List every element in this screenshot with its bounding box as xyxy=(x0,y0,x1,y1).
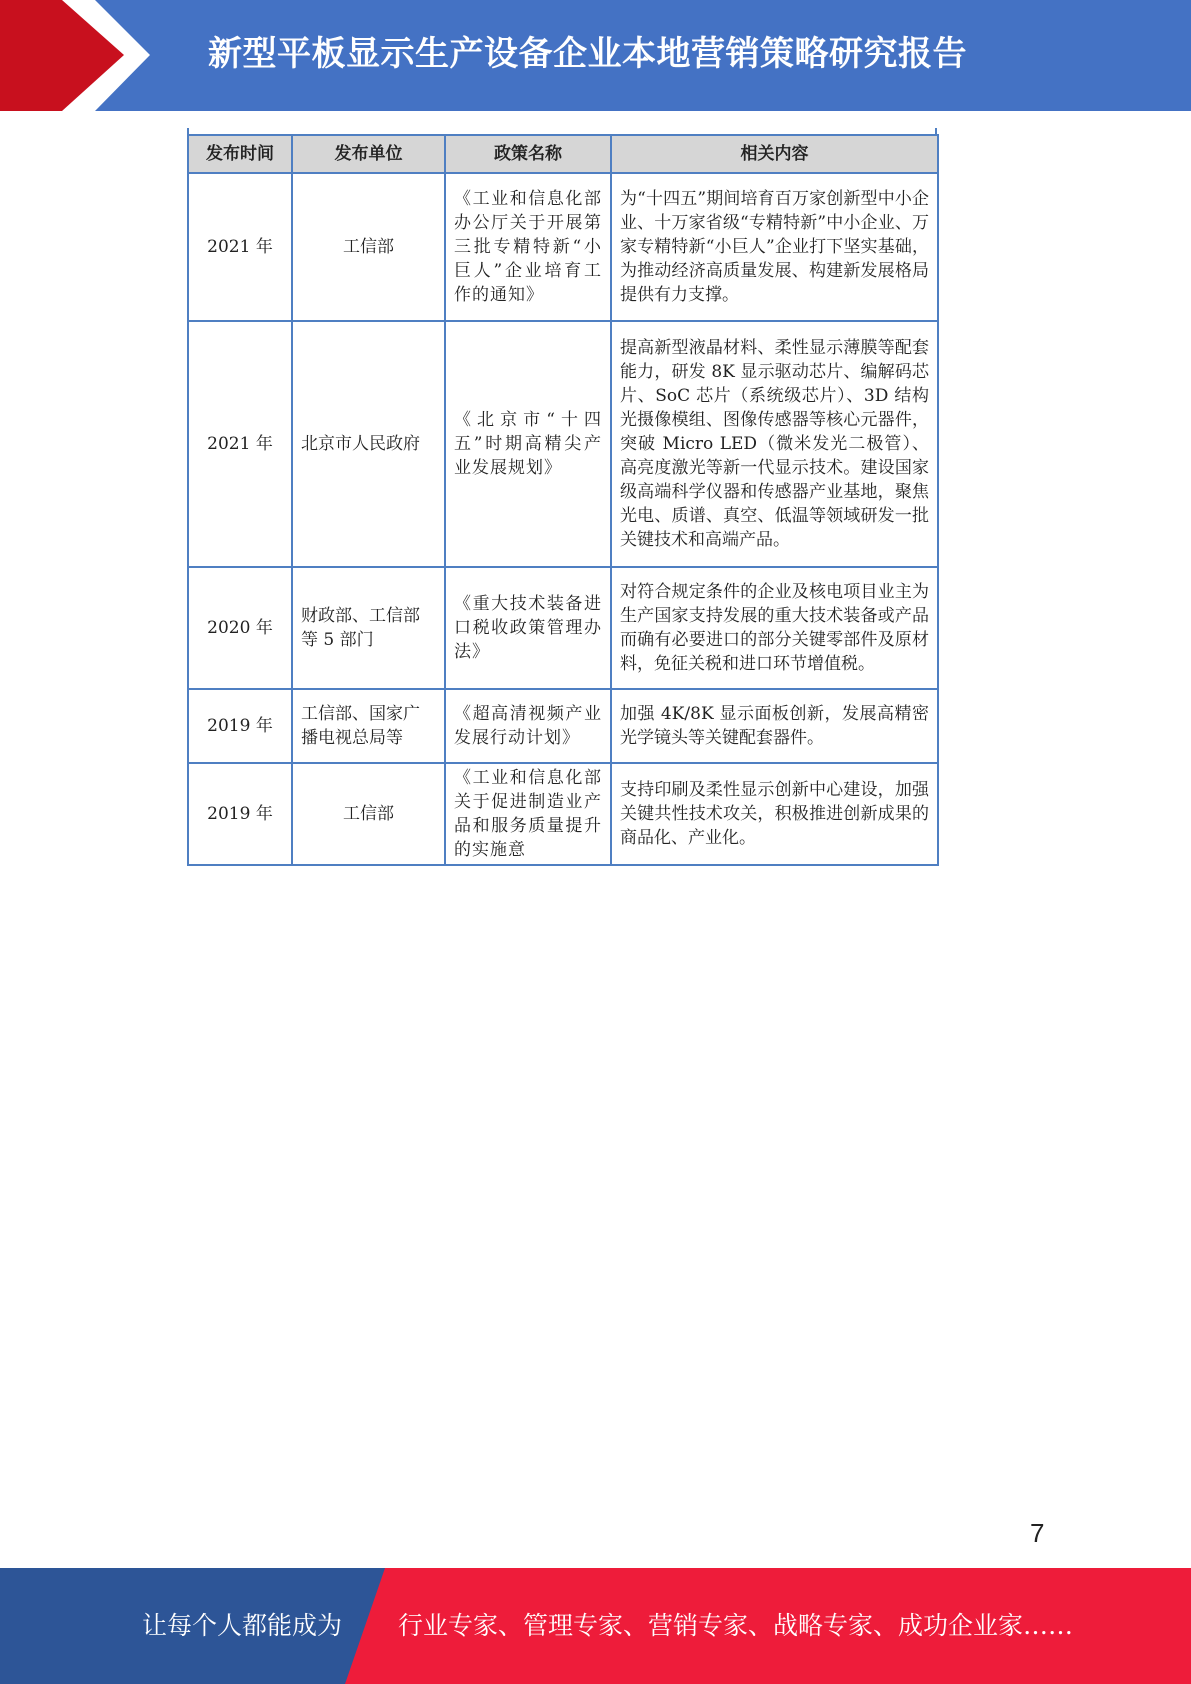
table-continuation-edge xyxy=(187,128,937,134)
table-row xyxy=(188,173,938,321)
cell-content: 对符合规定条件的企业及核电项目业主为生产国家支持发展的重大技术装备或产品而确有必要进口的部分关键零部件及原材料，免征关税和进口环节增值税。 xyxy=(611,567,938,689)
page-header xyxy=(0,0,1191,111)
cell-unit: 工信部 xyxy=(292,173,445,321)
table-row xyxy=(188,321,938,567)
table-row xyxy=(188,567,938,689)
footer-slogan-left: 让每个人都能成为 xyxy=(142,1611,343,1640)
cell-content: 加强 4K/8K 显示面板创新，发展高精密光学镜头等关键配套器件。 xyxy=(611,689,938,763)
cell-unit: 北京市人民政府 xyxy=(292,321,445,567)
policy-table-container xyxy=(187,134,937,866)
table-row xyxy=(188,689,938,763)
cell-year: 2019 年 xyxy=(188,689,292,763)
page-title: 新型平板显示生产设备企业本地营销策略研究报告 xyxy=(208,34,967,74)
cell-policy-name: 《超高清视频产业发展行动计划》 xyxy=(445,689,611,763)
policy-table xyxy=(187,134,939,866)
cell-content: 为“十四五”期间培育百万家创新型中小企业、十万家省级“专精特新”中小企业、万家专精特新“小巨人”企业打下坚实基础，为推动经济高质量发展、构建新发展格局提供有力支撑。 xyxy=(611,173,938,321)
cell-unit: 财政部、工信部等 5 部门 xyxy=(292,567,445,689)
column-header-unit: 发布单位 xyxy=(292,135,445,173)
footer-slogan-right: 行业专家、管理专家、营销专家、战略专家、成功企业家…… xyxy=(398,1611,1074,1640)
table-row xyxy=(188,763,938,865)
cell-policy-name: 《北京市“十四五”时期高精尖产业发展规划》 xyxy=(445,321,611,567)
table-header-row xyxy=(188,135,938,173)
cell-policy-name: 《工业和信息化部办公厅关于开展第三批专精特新“小巨人”企业培育工作的通知》 xyxy=(445,173,611,321)
page-footer xyxy=(0,1568,1191,1684)
header-chevron-decoration xyxy=(0,0,160,111)
page-number: 7 xyxy=(1030,1518,1045,1548)
cell-unit: 工信部 xyxy=(292,763,445,865)
column-header-content: 相关内容 xyxy=(611,135,938,173)
cell-year: 2019 年 xyxy=(188,763,292,865)
cell-policy-name: 《重大技术装备进口税收政策管理办法》 xyxy=(445,567,611,689)
cell-year: 2020 年 xyxy=(188,567,292,689)
cell-content: 提高新型液晶材料、柔性显示薄膜等配套能力，研发 8K 显示驱动芯片、编解码芯片、SoC 芯片（系统级芯片）、3D 结构光摄像模组、图像传感器等核心元器件，突破 Micro LED（微米发光二极管）、高亮度激光等新一代显示技术。建设国家级高端科学仪器和传感器产业基地，聚焦光电、质谱、真空、低温等领域研发一批关键技术和高端产品。 xyxy=(611,321,938,567)
cell-year: 2021 年 xyxy=(188,321,292,567)
column-header-policy: 政策名称 xyxy=(445,135,611,173)
cell-content: 支持印刷及柔性显示创新中心建设，加强关键共性技术攻关，积极推进创新成果的商品化、产业化。 xyxy=(611,763,938,865)
cell-policy-name: 《工业和信息化部关于促进制造业产品和服务质量提升的实施意 xyxy=(445,763,611,865)
column-header-date: 发布时间 xyxy=(188,135,292,173)
cell-year: 2021 年 xyxy=(188,173,292,321)
cell-unit: 工信部、国家广播电视总局等 xyxy=(292,689,445,763)
